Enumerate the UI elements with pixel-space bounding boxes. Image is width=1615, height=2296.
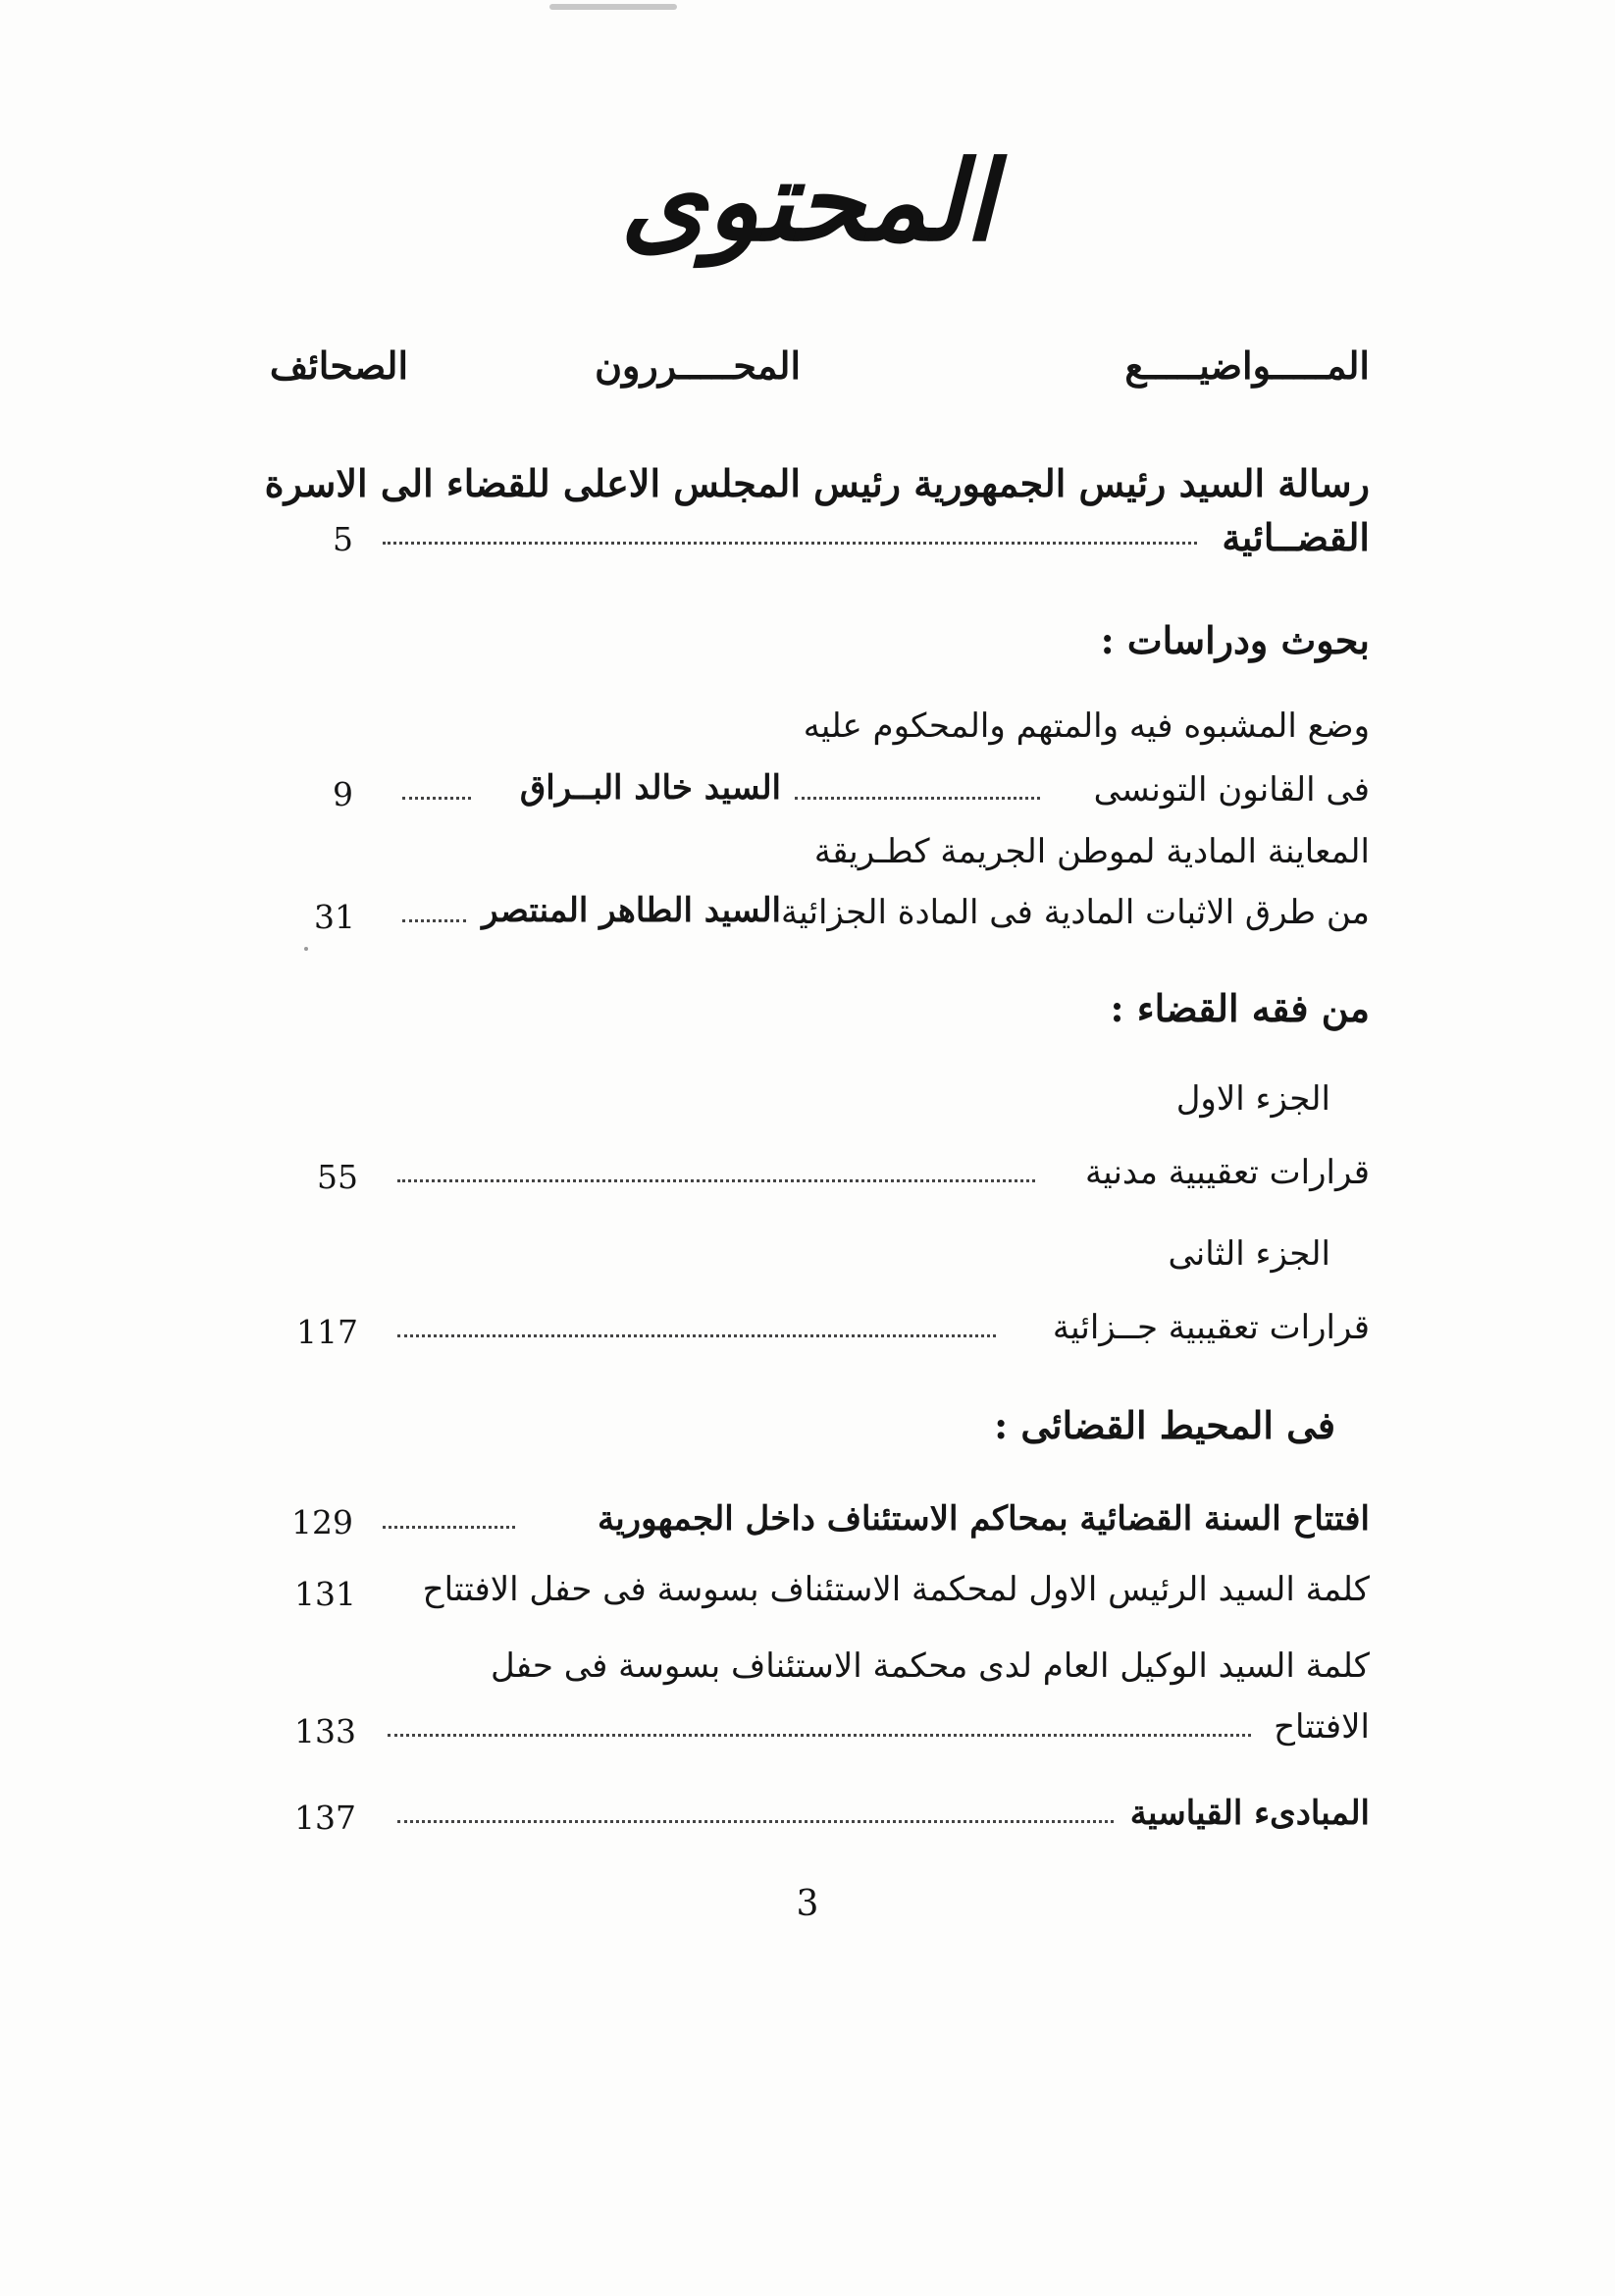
- dot-leader: [388, 1734, 1251, 1737]
- page-number-intro: 5: [333, 520, 353, 558]
- toc-study2-author: السيد الطاهر المنتصر: [482, 891, 781, 930]
- dot-leader: [383, 1526, 515, 1529]
- header-editors: المحـــــررون: [595, 343, 801, 388]
- page-footer-number: 3: [796, 1884, 819, 1924]
- toc-intro-line1: رسالة السيد رئيس الجمهورية رئيس المجلس الاعلى للقضاء الى الاسرة: [264, 461, 1370, 505]
- toc-speech-first-president: كلمة السيد الرئيس الاول لمحكمة الاستئناف بسوسة فى حفل الافتتاح: [422, 1570, 1370, 1609]
- page-number-speech2: 133: [294, 1712, 356, 1750]
- page-number-civil: 55: [317, 1158, 358, 1196]
- scan-speck: [304, 947, 308, 951]
- dot-leader: [397, 1179, 1035, 1182]
- toc-penal-decisions: قرارات تعقيبية جــزائية: [1052, 1308, 1370, 1347]
- toc-civil-decisions: قرارات تعقيبية مدنية: [1084, 1153, 1370, 1192]
- section-heading-studies: بحوث ودراسات :: [1100, 618, 1370, 662]
- dot-leader: [397, 1334, 996, 1337]
- dot-leader: [402, 919, 466, 922]
- page-number-principles: 137: [294, 1799, 356, 1837]
- page-number-study2: 31: [314, 898, 355, 936]
- header-pages: الصحائف: [269, 343, 408, 388]
- page-number-penal: 117: [296, 1313, 358, 1351]
- dot-leader: [795, 797, 1040, 800]
- dot-leader: [383, 542, 1197, 545]
- toc-part1-label: الجزء الاول: [1175, 1079, 1330, 1119]
- header-topics: المـــــواضيـــــع: [1124, 343, 1370, 388]
- dot-leader: [402, 797, 471, 800]
- page-number-opening: 129: [291, 1503, 353, 1541]
- page-number-speech1: 131: [294, 1575, 356, 1613]
- scan-artifact: [549, 4, 677, 10]
- page-number-study1: 9: [333, 775, 353, 813]
- toc-study2-line2: من طرق الاثبات المادية فى المادة الجزائية: [781, 893, 1370, 932]
- toc-principles: المبادىء القياسية: [1129, 1794, 1370, 1833]
- toc-study1-line1: وضع المشبوه فيه والمتهم والمحكوم عليه: [803, 706, 1370, 746]
- toc-study1-line2: فى القانون التونسى: [1093, 770, 1370, 809]
- toc-speech-attorney-general-line2: الافتتاح: [1274, 1707, 1370, 1747]
- dot-leader: [397, 1820, 1114, 1823]
- toc-opening-session: افتتاح السنة القضائية بمحاكم الاستئناف داخل الجمهورية: [597, 1499, 1370, 1539]
- toc-study2-line1: المعاينة المادية لموطن الجريمة كطـريقة: [813, 832, 1370, 871]
- toc-study1-author: السيد خالد البــراق: [519, 768, 781, 808]
- page-title: المحتوى: [620, 137, 995, 266]
- toc-intro-line2: القضــائية: [1222, 515, 1370, 559]
- toc-speech-attorney-general-line1: كلمة السيد الوكيل العام لدى محكمة الاستئناف بسوسة فى حفل: [490, 1646, 1370, 1686]
- section-heading-judicial: فى المحيط القضائى :: [994, 1403, 1335, 1447]
- section-heading-jurisprudence: من فقه القضاء :: [1110, 986, 1370, 1030]
- toc-part2-label: الجزء الثانى: [1168, 1234, 1330, 1274]
